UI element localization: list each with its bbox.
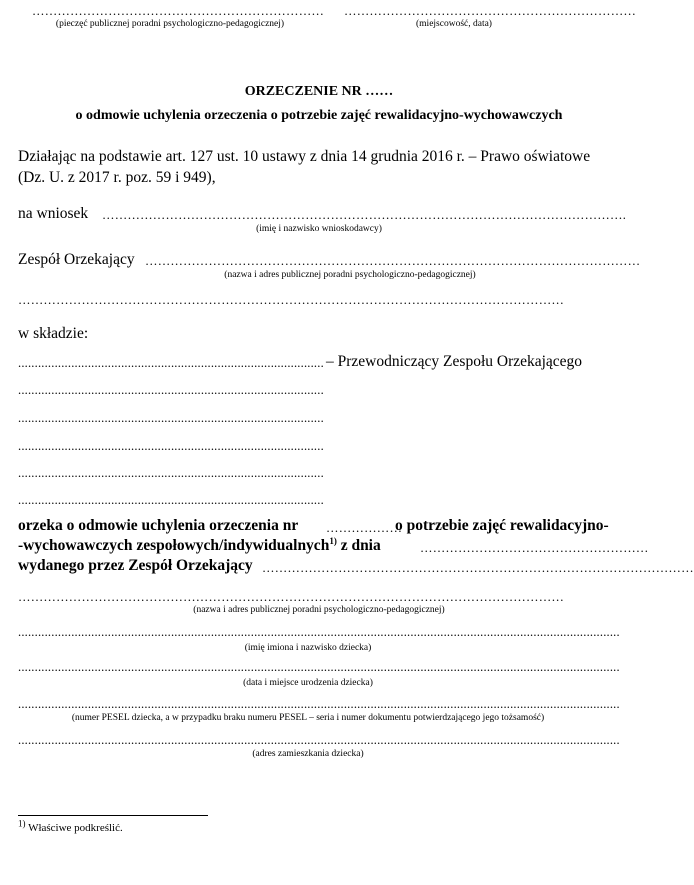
request-label: na wniosek (18, 205, 89, 222)
member-line-1[interactable]: ............................................................................................ (18, 356, 324, 370)
field-address-caption: (adres zamieszkania dziecka) (252, 749, 364, 759)
member-line-2[interactable]: ............................................................................................ (18, 383, 324, 397)
decision-line-1a: orzeka o odmowie uchylenia orzeczenia nr (18, 517, 299, 534)
field-child-name-dots[interactable]: ..................................................................................................................................................................................... (18, 625, 620, 639)
field-child-name-caption: (imię imiona i nazwisko dziecka) (244, 643, 372, 653)
request-caption: (imię i nazwisko wnioskodawcy) (256, 224, 382, 234)
decision-issuer-dots[interactable]: ………………………………………………………………………………………… (262, 561, 694, 575)
place-caption: (miejscowość, data) (416, 19, 492, 29)
legal-basis-line-1: Działając na podstawie art. 127 ust. 10 ustawy z dnia 14 grudnia 2016 r. – Prawo oświatowe (18, 148, 591, 165)
place-dots: …………………………………………………………… (344, 4, 637, 18)
member-line-3[interactable]: ............................................................................................ (18, 411, 324, 425)
footnote-text: Właściwe podkreślić. (28, 822, 123, 834)
decision-line-3: wydanego przez Zespół Orzekający (18, 557, 253, 574)
decision-line-2 (18, 537, 381, 555)
decision-line-2b: z dnia (340, 537, 381, 554)
field-clinic-dots[interactable]: ………………………………………………………………………………………………………………… (18, 590, 565, 604)
decision-line-1b: o potrzebie zajęć rewalidacyjno- (395, 517, 609, 534)
footnote (18, 818, 123, 834)
request-dots[interactable]: ……………………………………………………………………………………………………………. (102, 208, 627, 222)
member-line-6[interactable]: ............................................................................................ (18, 493, 324, 507)
decision-number-dots[interactable]: ……………… (326, 521, 403, 535)
team-label: Zespół Orzekający (18, 251, 135, 268)
member-line-5[interactable]: ............................................................................................ (18, 466, 324, 480)
document-title: ORZECZENIE NR …… (244, 84, 394, 99)
footnote-marker: 1) (18, 818, 26, 829)
stamp-dots: …………………………………………………………… (32, 4, 325, 18)
field-birth-dots[interactable]: ..................................................................................................................................................................................... (18, 660, 620, 674)
team-caption: (nazwa i adres publicznej poradni psychologiczno-pedagogicznej) (224, 270, 476, 280)
composition-label: w składzie: (18, 325, 89, 342)
chair-role: – Przewodniczący Zespołu Orzekającego (326, 353, 583, 370)
document-subtitle: o odmowie uchylenia orzeczenia o potrzebie zajęć rewalidacyjno-wychowawczych (75, 108, 563, 123)
field-birth-caption: (data i miejsce urodzenia dziecka) (243, 678, 373, 688)
footnote-ref: 1) (329, 535, 337, 546)
field-pesel-dots[interactable]: ..................................................................................................................................................................................... (18, 697, 620, 711)
footnote-separator (18, 815, 208, 816)
decision-line-2a: -wychowawczych zespołowych/indywidualnych (18, 537, 330, 554)
member-line-4[interactable]: ............................................................................................ (18, 439, 324, 453)
team-dots-line2[interactable]: ………………………………………………………………………………………………………………… (18, 293, 565, 307)
decision-date-dots[interactable]: ……………………………………………… (420, 541, 649, 555)
legal-basis-line-2: (Dz. U. z 2017 r. poz. 59 i 949), (18, 169, 216, 186)
stamp-caption: (pieczęć publicznej poradni psychologiczno-pedagogicznej) (55, 19, 285, 29)
team-dots[interactable]: ……………………………………………………………………………………………………… (145, 254, 641, 268)
field-pesel-caption: (numer PESEL dziecka, a w przypadku braku numeru PESEL – seria i numer dokumentu potwierdzającego jego tożsamość) (71, 713, 545, 723)
field-clinic-caption: (nazwa i adres publicznej poradni psychologiczno-pedagogicznej) (193, 605, 445, 615)
field-address-dots[interactable]: ..................................................................................................................................................................................... (18, 733, 620, 747)
